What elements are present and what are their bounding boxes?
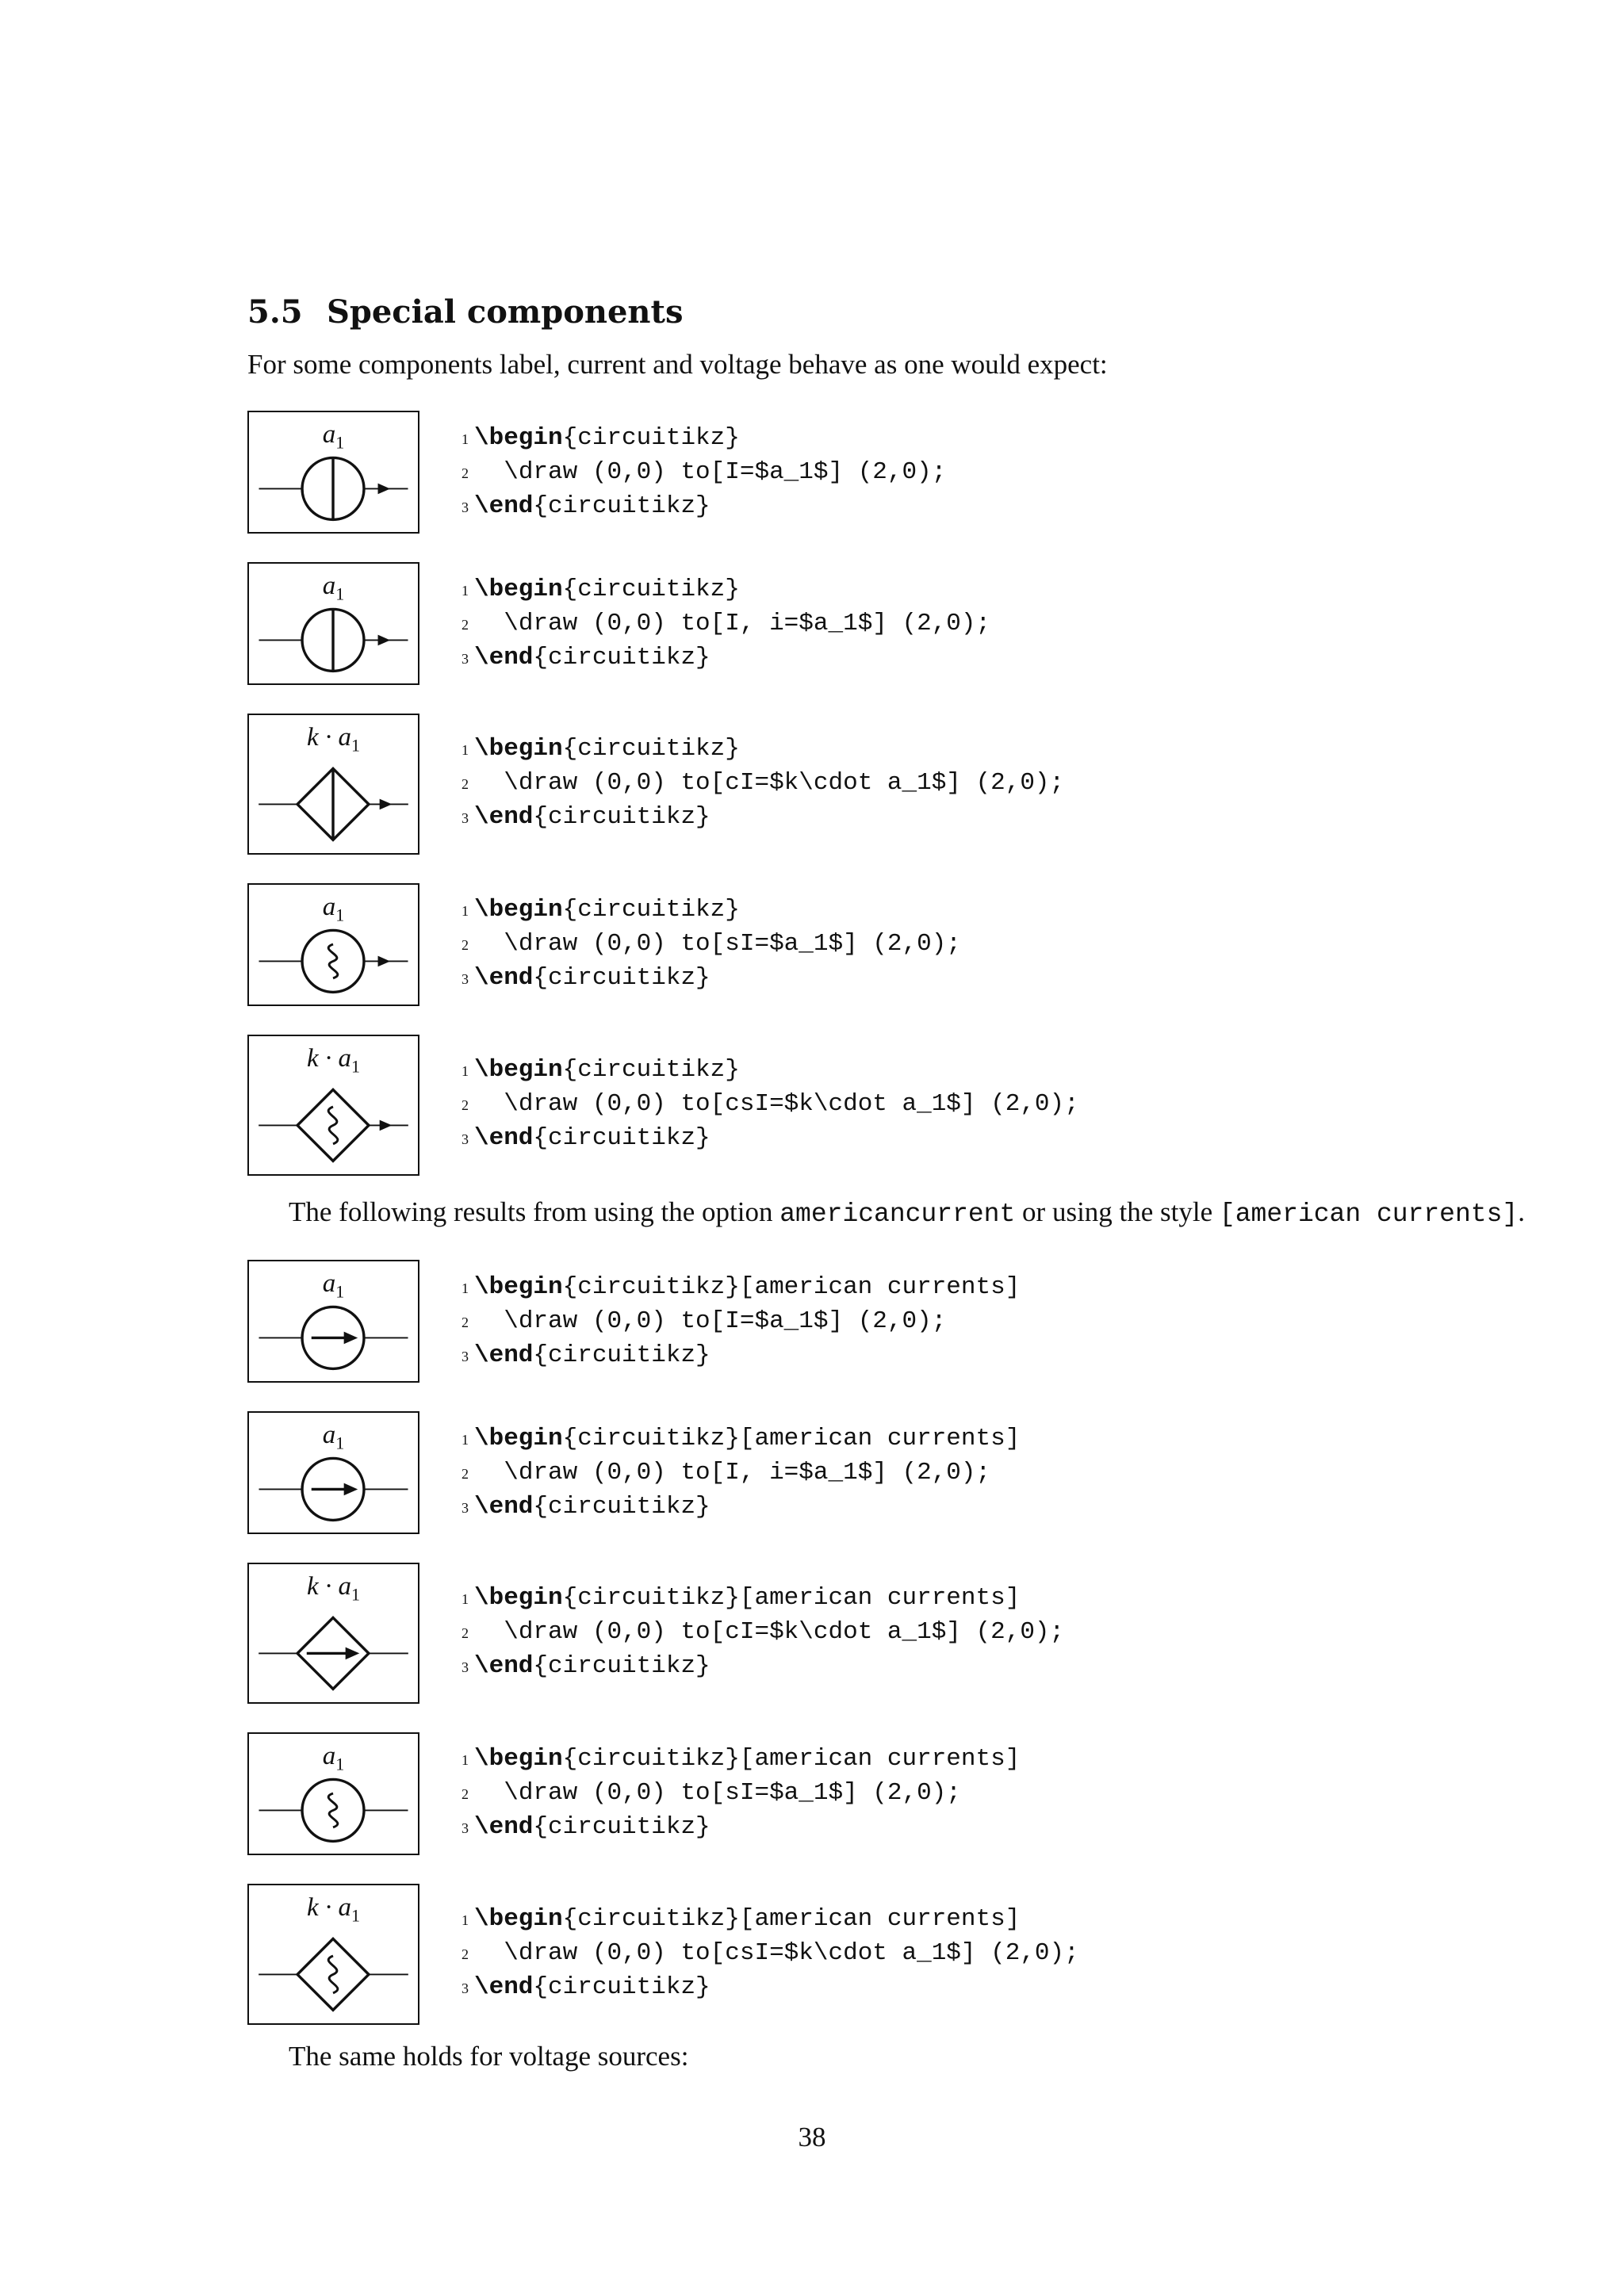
figure-label: $k \cdot a_1$: [307, 1044, 360, 1077]
figure-label: $a_1$: [322, 893, 345, 925]
figure-label: $a_1$: [322, 572, 345, 604]
code-listing: 1 \begin{circuitikz}[american currents] 2 \draw (0,0) to[I, i=$a_1$] (2,0); 3 \end{circuitikz}: [462, 1425, 1021, 1521]
intro-paragraph: For some components label, current and voltage behave as one would expect:: [247, 349, 1108, 380]
current-source-icon: [249, 564, 418, 683]
closing-paragraph: The same holds for voltage sources:: [289, 2041, 689, 2072]
sinusoidal-current-source-icon: [249, 885, 418, 1004]
current-source-icon: [249, 412, 418, 532]
circuit-figure-controlled-sinusoidal-current-source: [247, 1035, 419, 1176]
circuit-figure-american-controlled-current-source: [247, 1563, 419, 1704]
controlled-sinusoidal-current-source-icon: [249, 1885, 418, 2023]
code-listing: 1 \begin{circuitikz}[american currents] 2 \draw (0,0) to[cI=$k\cdot a_1$] (2,0); 3 \end{circuitikz}: [462, 1584, 1065, 1680]
sinusoidal-current-source-icon: [249, 1734, 418, 1854]
code-listing: 1 \begin{circuitikz} 2 \draw (0,0) to[cI=$k\cdot a_1$] (2,0); 3 \end{circuitikz}: [462, 735, 1065, 831]
code-listing: 1 \begin{circuitikz}[american currents] 2 \draw (0,0) to[sI=$a_1$] (2,0); 3 \end{circuitikz}: [462, 1745, 1021, 1841]
code-listing: 1 \begin{circuitikz} 2 \draw (0,0) to[sI=$a_1$] (2,0); 3 \end{circuitikz}: [462, 896, 961, 992]
american-controlled-current-source-icon: [249, 1564, 418, 1702]
figure-label: $k \cdot a_1$: [307, 1572, 360, 1605]
circuit-figure-current-source: [247, 411, 419, 534]
code-listing: 1 \begin{circuitikz} 2 \draw (0,0) to[I=$a_1$] (2,0); 3 \end{circuitikz}: [462, 424, 947, 520]
circuit-figure-sinusoidal-current-source: [247, 883, 419, 1006]
figure-label: $a_1$: [322, 1742, 345, 1774]
american-current-source-icon: [249, 1413, 418, 1533]
figure-label: $a_1$: [322, 420, 345, 453]
american-current-source-icon: [249, 1261, 418, 1381]
circuit-figure-american-current-source: [247, 1260, 419, 1383]
figure-label: $k \cdot a_1$: [307, 1893, 360, 1926]
circuit-figure-american-sinusoidal-current-source: [247, 1732, 419, 1855]
section-title: Special components: [327, 293, 684, 331]
section-heading: [247, 293, 684, 331]
circuit-figure-controlled-current-source: [247, 714, 419, 855]
code-listing: 1 \begin{circuitikz} 2 \draw (0,0) to[csI=$k\cdot a_1$] (2,0); 3 \end{circuitikz}: [462, 1056, 1079, 1152]
code-listing: 1 \begin{circuitikz}[american currents] 2 \draw (0,0) to[csI=$k\cdot a_1$] (2,0); 3 \end{circuitikz}: [462, 1905, 1079, 2001]
circuit-figure-current-source-i: [247, 562, 419, 685]
circuit-figure-american-current-source-i: [247, 1411, 419, 1534]
section-number: 5.5: [247, 293, 303, 331]
american-currents-paragraph: The following results from using the option americancurrent or using the style [american currents].: [289, 1196, 1525, 1229]
circuit-figure-american-controlled-sinusoidal-current-source: [247, 1884, 419, 2025]
page-number: 38: [798, 2122, 826, 2152]
code-listing: 1 \begin{circuitikz}[american currents] 2 \draw (0,0) to[I=$a_1$] (2,0); 3 \end{circuitikz}: [462, 1273, 1021, 1369]
figure-label: $k \cdot a_1$: [307, 723, 360, 756]
code-listing: 1 \begin{circuitikz} 2 \draw (0,0) to[I, i=$a_1$] (2,0); 3 \end{circuitikz}: [462, 576, 991, 672]
controlled-sinusoidal-current-source-icon: [249, 1036, 418, 1174]
figure-label: $a_1$: [322, 1269, 345, 1302]
figure-label: $a_1$: [322, 1421, 345, 1453]
controlled-current-source-icon: [249, 715, 418, 853]
